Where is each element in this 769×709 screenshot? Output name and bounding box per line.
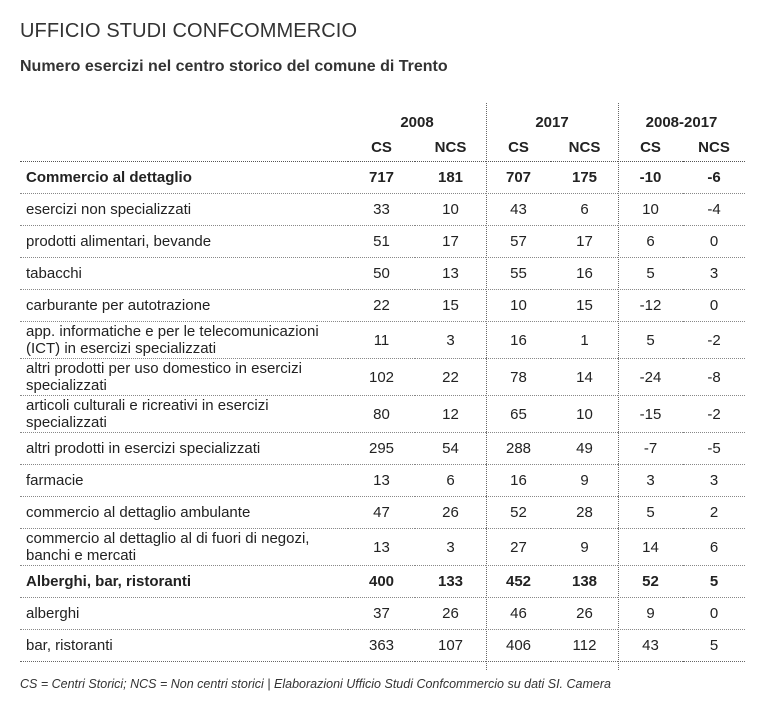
- table-cell: 65: [510, 405, 527, 423]
- table-cell: 6: [446, 472, 455, 489]
- table-cell: 363: [368, 637, 395, 654]
- footnote: CS = Centri Storici; NCS = Non centri storici | Elaborazioni Ufficio Studi Confcommercio su dati SI. Camera: [20, 677, 611, 691]
- group-header: 2008-2017: [645, 114, 718, 131]
- table-cell: 52: [642, 573, 659, 590]
- row-label: esercizi non specializzati: [26, 201, 192, 218]
- table-cell: 17: [442, 233, 459, 250]
- row-label: tabacchi: [26, 265, 82, 282]
- table-cell: -6: [707, 169, 721, 186]
- table-row: [20, 194, 745, 226]
- row-label: altri prodotti in esercizi specializzati: [26, 440, 261, 457]
- data-table: [20, 103, 745, 662]
- table-cell: 0: [709, 605, 719, 622]
- column-header: NCS: [698, 138, 730, 156]
- table-cell: 6: [646, 233, 655, 250]
- table-cell: -7: [643, 440, 658, 457]
- table-cell: -15: [639, 405, 662, 423]
- table-cell: 16: [576, 265, 593, 282]
- table-cell: 57: [510, 233, 527, 250]
- table-row: [20, 322, 745, 359]
- table-cell: 9: [646, 605, 655, 622]
- table-cell: 15: [442, 297, 459, 314]
- table-cell: 10: [642, 201, 659, 218]
- table-cell: 78: [510, 368, 527, 386]
- table-cell: -2: [707, 405, 721, 423]
- table-cell: -10: [639, 169, 662, 186]
- year-header-row: [20, 103, 745, 133]
- row-label: commercio al dettaglio ambulante: [26, 504, 251, 521]
- table-cell: 49: [576, 440, 593, 457]
- table-cell: -24: [639, 368, 662, 386]
- row-label: carburante per autotrazione: [26, 297, 211, 314]
- row-label: Alberghi, bar, ristoranti: [26, 573, 192, 590]
- table-cell: 17: [576, 233, 593, 250]
- table-cell: 16: [510, 331, 527, 349]
- table-row: [20, 290, 745, 322]
- table-cell: 47: [373, 504, 390, 521]
- table-cell: 14: [642, 538, 659, 556]
- table-cell: 54: [442, 440, 459, 457]
- table-cell: 10: [510, 297, 527, 314]
- column-header: NCS: [568, 138, 601, 156]
- row-label: app. informatiche e per le telecomunicazioni (ICT) in esercizi specializzati: [26, 323, 319, 357]
- table-cell: 5: [646, 504, 655, 521]
- table-row: [20, 258, 745, 290]
- row-label: articoli culturali e ricreativi in esercizi specializzati: [26, 397, 269, 431]
- table-cell: 3: [446, 538, 455, 556]
- group-header: 2008: [400, 114, 434, 131]
- table-cell: 3: [709, 472, 719, 489]
- table-cell: 400: [368, 573, 395, 590]
- row-label: altri prodotti per uso domestico in esercizi specializzati: [26, 360, 302, 394]
- table-cell: -4: [707, 201, 721, 218]
- table-row: [20, 630, 745, 662]
- column-header: CS: [640, 138, 661, 156]
- table-cell: 288: [505, 440, 532, 457]
- table-cell: 406: [505, 637, 532, 654]
- table-cell: 2: [709, 504, 719, 521]
- table-cell: -12: [639, 297, 662, 314]
- table-cell: 10: [576, 405, 593, 423]
- table-cell: 5: [646, 331, 655, 349]
- table-cell: 26: [576, 605, 593, 622]
- table-cell: 80: [373, 405, 390, 423]
- table-cell: 15: [576, 297, 593, 314]
- table-row: [20, 566, 745, 598]
- table-cell: 26: [442, 605, 459, 622]
- table-cell: 9: [580, 538, 589, 556]
- table-cell: 1: [580, 331, 589, 349]
- table-row: [20, 598, 745, 630]
- row-label: prodotti alimentari, bevande: [26, 233, 212, 250]
- table-cell: 3: [709, 265, 719, 282]
- group-header: 2017: [535, 114, 569, 131]
- table-cell: 43: [642, 637, 659, 654]
- table-cell: 181: [437, 169, 464, 186]
- table-cell: 0: [709, 233, 719, 250]
- table-cell: 28: [576, 504, 593, 521]
- table-cell: 11: [373, 331, 390, 349]
- table-cell: 26: [442, 504, 459, 521]
- table-cell: 33: [373, 201, 390, 218]
- table-row: [20, 359, 745, 396]
- table-cell: 295: [368, 440, 395, 457]
- table-cell: 22: [442, 368, 459, 386]
- table-cell: 12: [442, 405, 459, 423]
- table-cell: 50: [373, 265, 390, 282]
- table-cell: -5: [707, 440, 721, 457]
- table-cell: 16: [510, 472, 527, 489]
- table-cell: 9: [580, 472, 589, 489]
- table-cell: 22: [373, 297, 390, 314]
- table-cell: 52: [510, 504, 527, 521]
- table-cell: 717: [368, 169, 395, 186]
- table-cell: -8: [707, 368, 721, 386]
- table-cell: 6: [709, 538, 719, 556]
- row-label: commercio al dettaglio al di fuori di negozi, banchi e mercati: [26, 530, 310, 564]
- table-cell: 3: [646, 472, 655, 489]
- table-row: [20, 465, 745, 497]
- table-cell: 138: [571, 573, 598, 590]
- table-row: [20, 226, 745, 258]
- table-cell: 13: [373, 538, 390, 556]
- table-cell: 37: [373, 605, 390, 622]
- table-cell: 6: [580, 201, 589, 218]
- table-subtitle: Numero esercizi nel centro storico del comune di Trento: [20, 58, 448, 75]
- table-cell: 452: [505, 573, 532, 590]
- table-row: [20, 396, 745, 433]
- row-label: alberghi: [26, 605, 80, 622]
- table-row: [20, 497, 745, 529]
- table-cell: 46: [510, 605, 527, 622]
- table-cell: 3: [446, 331, 455, 349]
- table-cell: 13: [442, 265, 459, 282]
- table-cell: 107: [437, 637, 464, 654]
- table-cell: -2: [707, 331, 721, 349]
- table-row: [20, 529, 745, 566]
- table-cell: 0: [709, 297, 719, 314]
- table-cell: 27: [510, 538, 527, 556]
- table-cell: 112: [572, 637, 597, 654]
- table-cell: 5: [709, 637, 719, 654]
- table-cell: 133: [437, 573, 464, 590]
- table-row: [20, 162, 745, 194]
- table-cell: 175: [571, 169, 598, 186]
- table-cell: 5: [709, 573, 719, 590]
- column-header: NCS: [434, 138, 467, 156]
- table-cell: 5: [646, 265, 655, 282]
- table-cell: 14: [576, 368, 593, 386]
- table-row: [20, 433, 745, 465]
- row-label: Commercio al dettaglio: [26, 169, 192, 186]
- table-body: [20, 162, 745, 662]
- table-cell: 13: [373, 472, 390, 489]
- column-header-row: [20, 133, 745, 162]
- table-cell: 10: [442, 201, 459, 218]
- table-cell: 51: [373, 233, 390, 250]
- table-cell: 102: [368, 368, 395, 386]
- org-title: UFFICIO STUDI CONFCOMMERCIO: [20, 20, 358, 42]
- table-cell: 43: [510, 201, 527, 218]
- column-header: CS: [371, 138, 392, 156]
- column-header: CS: [508, 138, 529, 156]
- row-label: farmacie: [26, 472, 84, 489]
- row-label: bar, ristoranti: [26, 637, 113, 654]
- table-cell: 55: [510, 265, 527, 282]
- table-cell: 707: [505, 169, 532, 186]
